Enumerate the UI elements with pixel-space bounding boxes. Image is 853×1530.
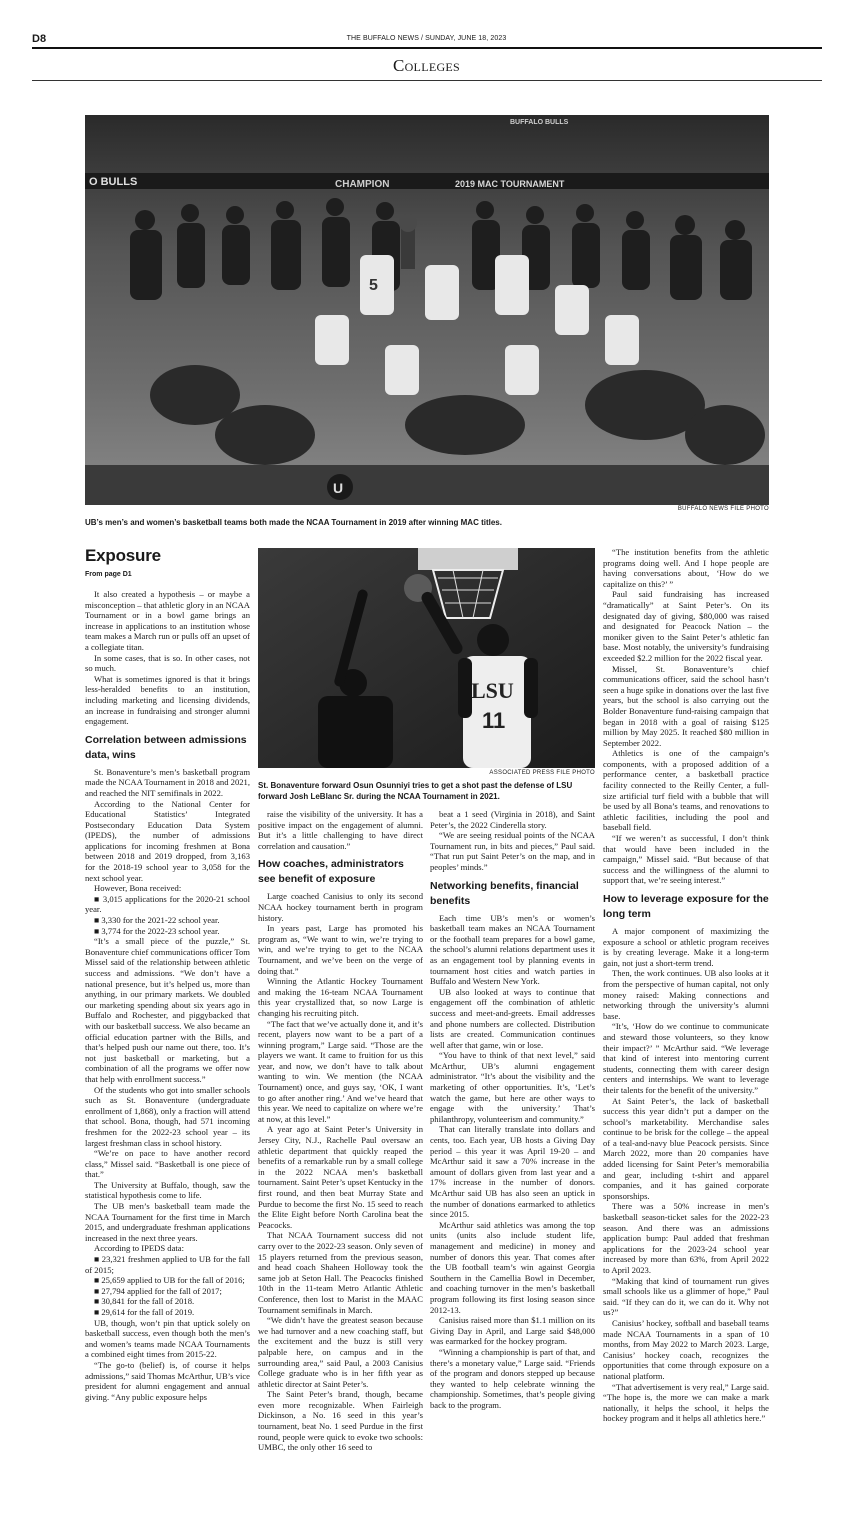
top-rule — [32, 47, 822, 49]
paragraph: beat a 1 seed (Virginia in 2018), and Saint Peter’s, the 2022 Cinderella story. — [430, 809, 595, 830]
paragraph: “We didn’t have the greatest season because we had turnover and a new coaching staff, but the excitement and the buzz is still very palpable here, on campus and in the surrounding area,” said Paul, a 2003 Canisius College graduate who is in her fifth year as athletic director at Saint Peter’s. — [258, 1315, 423, 1389]
paragraph: Missel, St. Bonaventure’s chief communications officer, said the school hasn’t seen a huge spike in donations over the last five years, but the school is also carrying out the Bolder Bonaventure fund-raising campaign that began in 2018 with a goal of raising $125 million by May 2025. It reached $80 million in September 2022. — [603, 663, 769, 748]
paragraph: Then, the work continues. UB also looks at it from the perspective of human capital, not only money raised: Making connections and networking through the university’s alumni base. — [603, 968, 769, 1021]
article-column-2 — [258, 809, 423, 1469]
paragraph: The UB men’s basketball team made the NCAA Tournament for the first time in March 2015, and undergraduate freshman applications increased in the next three years. — [85, 1201, 250, 1243]
page-number: D8 — [32, 33, 47, 45]
paragraph: “We are seeing residual points of the NCAA Tournament run, in bits and pieces,” Paul said. “That run put Saint Peter’s on the map, and in peoples’ minds.” — [430, 830, 595, 872]
inset-photo-credit: ASSOCIATED PRESS FILE PHOTO — [489, 770, 595, 776]
paragraph: The University at Buffalo, though, saw the statistical hypothesis come to life. — [85, 1179, 250, 1201]
banner-right-text: 2019 MAC TOURNAMENT — [455, 179, 565, 189]
paragraph: In some cases, that is so. In other cases, not so much. — [85, 652, 250, 674]
paragraph: “You have to think of that next level,” said McArthur, UB’s alumni engagement administrator. “It’s about the visibility and the marketing of other opportunities. It’s, ‘Let’s watch the game, but here are other ways to engage with the university.’ That’s philanthropy, volunteerism and community.” — [430, 1050, 595, 1124]
paragraph: A year ago at Saint Peter’s University in Jersey City, N.J., Rachelle Paul oversaw an athletic department that quickly reaped the benefits of a remarkable run by a small college in the 2022 NCAA men’s basketball tournament. Saint Peter’s upset Kentucky in the first round, and then beat Murray State and Purdue to become the first No. 15 seed to reach the Elite Eight before North Carolina beat the Peacocks. — [258, 1124, 423, 1230]
paragraph: raise the visibility of the university. It has a positive impact on the engagement of alumni. But it’s a little challenging to have direct correlation and causation.” — [258, 809, 423, 851]
paragraph: ■ 29,614 for the fall of 2019. — [94, 1307, 195, 1317]
paragraph: “The go-to (belief) is, of course it helps admissions,” said Thomas McArthur, UB’s vice president for alumni engagement and annual giving. “Any public exposure helps — [85, 1359, 250, 1402]
jersey-number-11: 11 — [482, 708, 506, 733]
banner-mid-text: CHAMPION — [335, 179, 390, 190]
arena-banner — [85, 173, 769, 189]
paragraph: According to IPEDS data: — [94, 1243, 184, 1254]
banner-left-text: O BULLS — [89, 176, 138, 188]
article-headline: Exposure — [85, 546, 161, 565]
paragraph: Athletics is one of the campaign’s components, with a proposed addition of a performance center, a basketball practice facility connected to the Reilly Center, a full-size artificial turf field with a bubble that will be used by all Bona’s teams, and renovations to athletic facilities, including the pool and baseball field. — [603, 748, 769, 833]
article-column-1 — [85, 589, 250, 1469]
paragraph: The Saint Peter’s brand, though, became even more recognizable. When Fairleigh Dickinson, a No. 16 seed in this year’s tournament, beat No. 1 seed Purdue in the first round, people were quick to evoke two schools: UMBC, the only other 16 seed to — [258, 1389, 423, 1453]
paragraph: ■ 25,659 applied to UB for the fall of 2016; — [94, 1275, 245, 1286]
paragraph: UB, though, won’t pin that uptick solely on basketball success, even though both the men’s and women’s teams made NCAA Tournaments a combined eight times from 2015-22. — [85, 1317, 250, 1360]
banner-top-text: BUFFALO BULLS — [510, 119, 569, 126]
article-column-3 — [430, 809, 595, 1469]
paragraph: “The fact that we’ve actually done it, and it’s recent, players now want to be a part of a winning program,” Large said. “Those are the players we want. It came to fruition for us this year, and now, we don’t have to talk about wanting to win. We mention (the NCAA Tournament) once, and guys say, ‘OK, I want to go after another ring.’ And we’ve heard that this year. We need to capitalize on where we’re at now, at this level.” — [258, 1018, 423, 1124]
paragraph: What is sometimes ignored is that it brings less-heralded benefits to an institution, including marketing and licensing dividends, an increase in fundraising and stronger alumni engagement. — [85, 673, 250, 727]
paragraph: ■ 27,794 applied for the fall of 2017; — [94, 1285, 222, 1296]
paragraph: Each time UB’s men’s or women’s basketball team makes an NCAA Tournament or the football team prepares for a bowl game, the school’s alumni relations department uses it as an engagement tool by planning events in tournament host cities and watch parties in Buffalo and Western New York. — [430, 912, 595, 987]
basketball-action-photo — [258, 548, 595, 768]
paragraph: ■ 3,774 for the 2022-23 school year. — [94, 925, 220, 936]
paragraph: “Winning a championship is part of that, and there’s a monetary value,” Large said. “Friends of the program and donors stepped up because they wanted to help celebrate winning the championship. Sometimes, that’s people giving back to the program. — [430, 1346, 595, 1410]
subheadline: Networking benefits, financial benefits — [430, 879, 579, 907]
paragraph: ■ 23,321 freshmen applied to UB for the fall of 2015; — [85, 1254, 250, 1275]
paragraph: ■ 3,330 for the 2021-22 school year. — [94, 915, 220, 926]
paragraph: However, Bona received: — [94, 883, 182, 894]
paragraph: That can literally translate into dollars and cents, too. Each year, UB hosts a Giving Day period – this year it was April 19-20 – and McArthur said it saw a 70% increase in the amount of dollars given from last year and a 17% increase in the number of donors. McArthur said UB has also seen an uptick in the number of donations earmarked to athletics since 2015. — [430, 1124, 595, 1220]
section-title: Colleges — [392, 56, 461, 75]
subheadline: How to leverage exposure for the long term — [603, 893, 769, 920]
paragraph: In years past, Large has promoted his program as, “We want to win, we’re trying to win, and we’re trying to get to the NCAA Tournament, and we’ve been on the verge of doing that.” — [258, 923, 423, 976]
paragraph: “If we weren’t as successful, I don’t think that would have been included in the campaign,” Missel said. “But because of that success and the willingness of the alumni to support that, we’re seeing interest.” — [603, 833, 769, 886]
paragraph: Of the students who got into smaller schools such as St. Bonaventure (undergraduate enrollment of 1,868), only a fraction will attend that school. Bona, though, had 571 incoming freshmen for the 2022-23 school year – its largest freshman class in school history. — [85, 1084, 250, 1148]
trophy-top — [399, 214, 417, 232]
paragraph: That NCAA Tournament success did not carry over to the 2022-23 season. Only seven of 15 players returned from the previous season, and head coach Shaheen Holloway took the same job at Seton Hall. The Peacocks finished 10th in the 11-team Metro Atlantic Athletic Conference, then lost to Marist in the MAAC Tournament semifinals in March. — [258, 1230, 423, 1315]
jump-line: From page D1 — [85, 571, 132, 578]
jersey-lsu-text: LSU — [471, 678, 514, 703]
subheadline: Correlation between admissions data, wins — [85, 733, 247, 761]
paragraph: Winning the Atlantic Hockey Tournament and making the 16-team NCAA Tournament this year crystallized that, so now Large is changing his recruiting pitch. — [258, 976, 423, 1018]
paragraph: “It’s a small piece of the puzzle,” St. Bonaventure chief communications officer Tom Missel said of the relationship between athletic success and admissions. “We don’t have a national presence, but it’s helped us, more than anything, in our primary markets. We doubled our marketing spending about six years ago in Buffalo and Rochester, and piggybacked that with our basketball success. We also became an official education partner with the Bills, and that’s helped push our name out there, too. It’s not just basketball or marketing, but a combination of all the programs we offer now that help with enrollment success.” — [85, 936, 250, 1084]
paragraph: Large coached Canisius to only its second NCAA hockey tournament berth in program history. — [258, 891, 423, 923]
subheadline: How coaches, administrators see benefit of exposure — [258, 858, 404, 886]
paragraph: There was a 50% increase in men’s basketball season-ticket sales for the 2022-23 season. And there was an admissions application bump: Paul added that freshman applications for the 2023-24 school year increased by more than 63%, from April 2022 to April 2023. — [603, 1201, 769, 1275]
article-column-4 — [603, 547, 769, 1469]
paragraph: It also created a hypothesis – or maybe a misconception – that athletic glory in an NCAA Tournament or in a bowl game brings an increase in applications to an institution whose team makes a March run or pulls off an upset of a collegiate titan. — [85, 589, 250, 652]
paragraph: Canisius raised more than $1.1 million on its Giving Day in April, and Large said $48,000 was earmarked for the hockey program. — [430, 1315, 595, 1347]
logo-u-text: U — [333, 480, 344, 496]
section-rule — [32, 80, 822, 81]
paragraph: UB also looked at ways to continue that engagement off the combination of athletic success and meet-and-greets. Email addresses and phone numbers are collected. Distribution lists are created. Communication continues well after that game, win or lose. — [430, 986, 595, 1050]
paragraph: ■ 3,015 applications for the 2020-21 school year. — [85, 893, 250, 915]
floor-confetti — [85, 465, 769, 505]
publication-line: THE BUFFALO NEWS / SUNDAY, JUNE 18, 2023 — [346, 35, 507, 42]
paragraph: “That advertisement is very real,” Large said. “The hope is, the more we can make a mark nationally, it helps the school, it helps the hockey program and it helps all athletics here.” — [603, 1381, 769, 1424]
paragraph: ■ 30,841 for the fall of 2018. — [94, 1296, 195, 1307]
inset-photo-caption: St. Bonaventure forward Osun Osunniyi tries to get a shot past the defense of LSU forward Josh LeBlanc Sr. during the NCAA Tournament in 2021. — [258, 781, 573, 801]
paragraph: According to the National Center for Educational Statistics’ Integrated Postsecondary Education Data System (IPEDS), the number of admissions applications for incoming freshmen at Bona between 2018 and 2019 dropped, from 3,163 for the 2018-19 school year to 3,058 for the next school year. — [85, 798, 250, 883]
paragraph: Paul said fundraising has increased “dramatically” at Saint Peter’s. On its designated day of giving, $80,000 was raised and designated for Peacock Nation – the moniker given to the Saint Peter’s athletic fan base. Most notably, the university’s fundraising exceeded $2.2 million for the 2022 fiscal year. — [603, 589, 769, 663]
paragraph: “The institution benefits from the athletic programs doing well. And I hope people are having conversations about, ‘How do we capitalize on this?’ ” — [603, 547, 769, 589]
paragraph: St. Bonaventure’s men’s basketball program made the NCAA Tournament in 2018 and 2021, and reached the NIT semifinals in 2022. — [85, 766, 250, 798]
paragraph: “Making that kind of tournament run gives small schools like us a glimmer of hope,” Paul said. “If they can do it, we can do it. Why not us?” — [603, 1275, 769, 1318]
paragraph: A major component of maximizing the exposure a school or athletic program receives is by creating leverage. Make it a long-term gain, not just a short-term trend. — [603, 926, 769, 968]
team-celebration-photo — [85, 115, 769, 505]
jersey-number-5: 5 — [369, 277, 378, 294]
paragraph: “We’re on pace to have another record class,” Missel said. “Basketball is one piece of that.” — [85, 1148, 250, 1180]
paragraph: At Saint Peter’s, the lack of basketball success this year didn’t put a damper on the school’s marketability. Merchandise sales continue to be brisk for the college – the appeal of a teal-and-navy blue Peacock persists. Since March 2022, more than 20 companies have added licensing for Saint Peter’s memorabilia and gear, including t-shirt and apparel companies, and it has gained corporate sponsorships. — [603, 1095, 769, 1201]
paragraph: McArthur said athletics was among the top units (units also include student life, management and medicine) in money and number of donors this year. That comes after the UB football team’s win against Georgia Southern in the Camellia Bowl in December, and coaching turnover in the men’s basketball program following its first losing season since 2012-13. — [430, 1219, 595, 1315]
paragraph: “It’s, ‘How do we continue to communicate and steward those volunteers, so they know their impact?’ ” McArthur said. “We leverage that kind of interest into mentoring current students, connecting them with career design centers and internships. We want to leverage their talents for the benefit of the university.” — [603, 1021, 769, 1095]
top-photo-caption: UB’s men’s and women’s basketball teams both made the NCAA Tournament in 2019 after winning MAC titles. — [85, 518, 502, 527]
top-photo-credit: BUFFALO NEWS FILE PHOTO — [677, 506, 769, 512]
backboard — [418, 548, 518, 570]
paragraph: Canisius’ hockey, softball and baseball teams made NCAA Tournaments in a span of 10 months, from May 2022 to March 2023. Large, Canisius’ hockey coach, recognizes the opportunities that come through exposure on a national platform. — [603, 1317, 769, 1381]
